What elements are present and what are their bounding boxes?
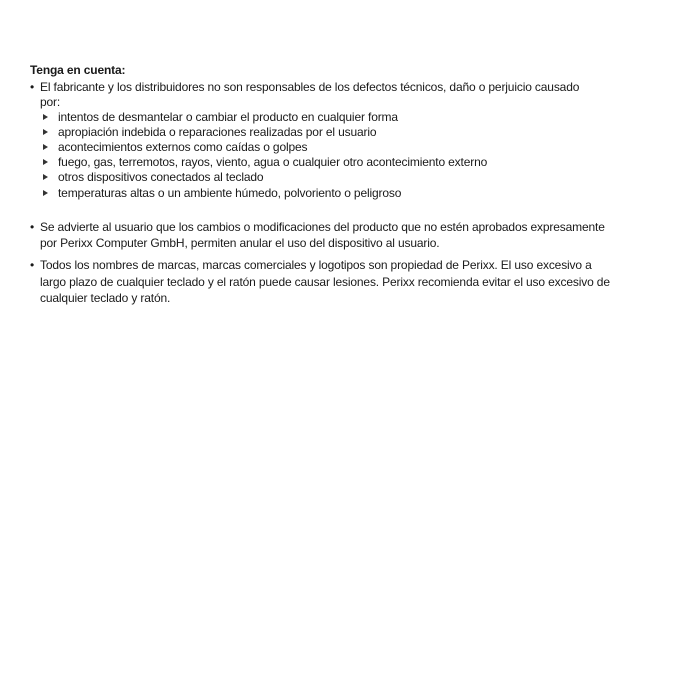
triangle-bullet-icon [43,190,48,196]
list-item-text: otros dispositivos conectados al teclado [58,170,264,184]
list-item [43,140,307,154]
bullet-icon: • [30,220,35,234]
paragraph-line: por: [40,95,61,109]
triangle-bullet-icon [43,129,48,135]
list-item [43,155,487,169]
paragraph-line: largo plazo de cualquier teclado y el ratón puede causar lesiones. Perixx recomienda evitar el uso excesivo de [40,275,610,289]
triangle-bullet-icon [43,144,48,150]
list-item [43,125,376,139]
paragraph-line: por Perixx Computer GmbH, permiten anular el uso del dispositivo al usuario. [40,236,440,250]
bullet-paragraph-3 [30,258,592,272]
list-item-text: acontecimientos externos como caídas o golpes [58,140,308,154]
list-item-text: apropiación indebida o reparaciones realizadas por el usuario [58,125,377,139]
triangle-bullet-icon [43,174,48,180]
paragraph-line: cualquier teclado y ratón. [40,291,171,305]
list-item-text: temperaturas altas o un ambiente húmedo, polvoriento o peligroso [58,186,402,200]
paragraph-line: Todos los nombres de marcas, marcas comerciales y logotipos son propiedad de Perixx. El uso excesivo a [40,258,592,272]
triangle-bullet-icon [43,114,48,120]
bullet-icon: • [30,258,35,272]
paragraph-line: Se advierte al usuario que los cambios o modificaciones del producto que no estén aprobados expresamente [40,220,605,234]
bullet-paragraph-1 [30,80,579,94]
bullet-icon: • [30,80,35,94]
list-item-text: intentos de desmantelar o cambiar el producto en cualquier forma [58,110,398,124]
list-item [43,110,398,124]
list-item-text: fuego, gas, terremotos, rayos, viento, agua o cualquier otro acontecimiento externo [58,155,488,169]
triangle-bullet-icon [43,159,48,165]
list-item [43,170,263,184]
list-item [43,186,401,200]
bullet-paragraph-2 [30,220,605,234]
notice-heading: Tenga en cuenta: [30,63,126,77]
paragraph-line: El fabricante y los distribuidores no son responsables de los defectos técnicos, daño o perjuicio causado [40,80,580,94]
